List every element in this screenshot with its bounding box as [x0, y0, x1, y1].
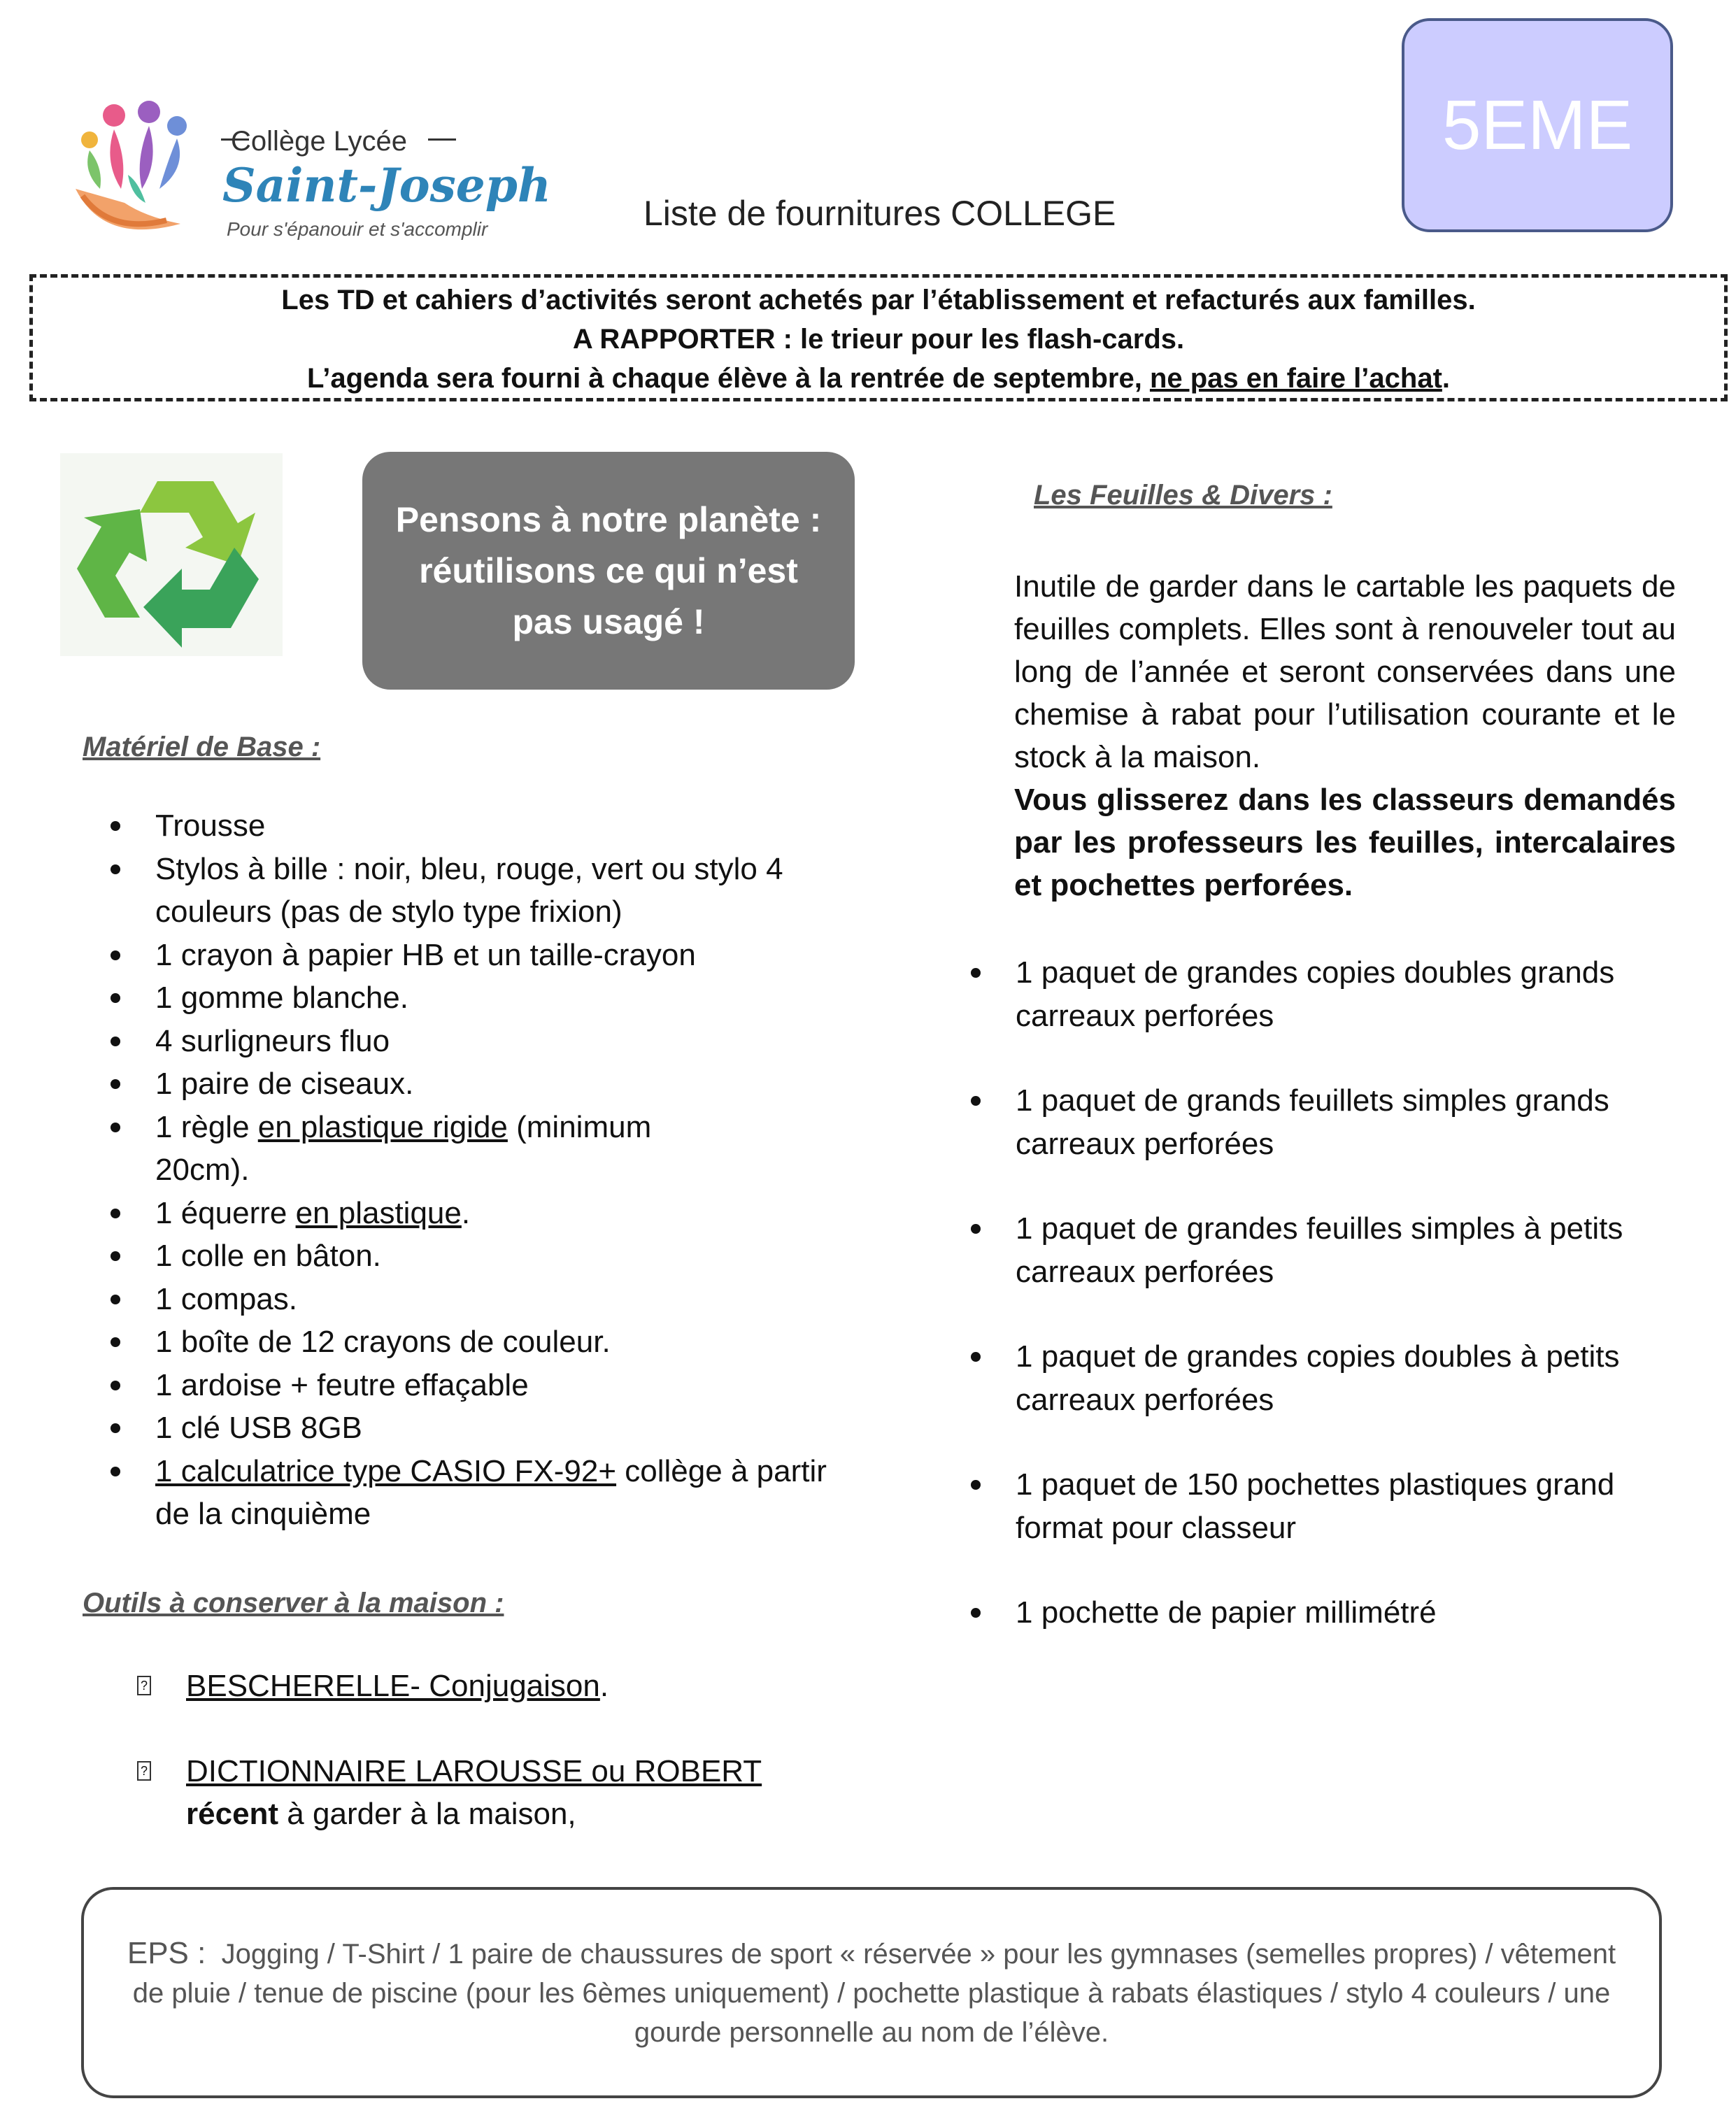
logo-school-line: Collège Lycée [231, 126, 408, 157]
bullet-icon [111, 1423, 120, 1433]
eps-label: EPS : [127, 1935, 206, 1970]
tool-item-dictionary: ? DICTIONNAIRE LAROUSSE ou ROBERT récent à garder à la maison, [186, 1750, 762, 1835]
notice-box [29, 274, 1728, 401]
bullet-icon [111, 950, 120, 960]
tool-item-bescherelle: ? BESCHERELLE- Conjugaison. [186, 1665, 609, 1707]
bullet-icon [971, 968, 981, 978]
list-item: 1 pochette de papier millimétré [1016, 1591, 1645, 1635]
list-item: 1 paquet de grandes copies doubles à petits carreaux perforées [1016, 1335, 1645, 1421]
placeholder-box-icon: ? [137, 1676, 151, 1695]
bullet-icon [971, 1608, 981, 1618]
list-item: 1 ardoise + feutre effaçable [155, 1364, 869, 1407]
level-badge: 5EME [1402, 18, 1673, 232]
bullet-icon [111, 1381, 120, 1390]
logo-tagline: Pour s'épanouir et s'accomplir [227, 218, 488, 240]
base-supply-list [155, 804, 869, 1536]
school-logo [62, 49, 551, 259]
bullet-icon [111, 1079, 120, 1089]
bullet-icon [971, 1096, 981, 1106]
list-item: Trousse [155, 804, 869, 848]
feuilles-intro: Inutile de garder dans le cartable les paquets de feuilles complets. Elles sont à renouveler tout au long de l’année et seront conservées dans une chemise à rabat pour l’utilisation courante et le stock à la maison. Vous glisserez dans les classeurs demandés par les professeurs les feuilles, intercalaires et pochettes perforées. [1014, 569, 1676, 902]
notice-line-2: A RAPPORTER : le trieur pour les flash-cards. [572, 324, 1185, 355]
list-item: 1 compas. [155, 1278, 869, 1321]
bullet-icon [111, 1209, 120, 1218]
list-item: 1 paquet de grands feuillets simples grands carreaux perforées [1016, 1079, 1645, 1165]
bullet-icon [111, 993, 120, 1003]
bullet-icon [111, 1295, 120, 1304]
feuilles-supply-list [1016, 951, 1645, 1676]
bullet-icon [111, 1123, 120, 1132]
list-item: Stylos à bille : noir, bleu, rouge, vert ou stylo 4 couleurs (pas de stylo type frixion) [155, 848, 869, 934]
list-item: 1 gomme blanche. [155, 976, 869, 1020]
list-item: 1 paire de ciseaux. [155, 1062, 869, 1106]
list-item: 1 paquet de grandes feuilles simples à petits carreaux perforées [1016, 1207, 1645, 1293]
recycle-image [60, 453, 283, 656]
eps-box [81, 1887, 1662, 2098]
reminder-box: Pensons à notre planète : réutilisons ce qui n’est pas usagé ! [362, 452, 855, 690]
list-item: 4 surligneurs fluo [155, 1020, 869, 1063]
list-item: 1 paquet de 150 pochettes plastiques grand format pour classeur [1016, 1463, 1645, 1549]
list-item: 1 boîte de 12 crayons de couleur. [155, 1320, 869, 1364]
logo-school-name: Saint-Joseph [222, 158, 551, 213]
placeholder-box-icon: ? [137, 1761, 151, 1781]
list-item: 1 règle en plastique rigide (minimum 20cm). [155, 1106, 715, 1192]
section-title-feuilles: Les Feuilles & Divers : [1034, 480, 1332, 511]
bullet-icon [971, 1352, 981, 1362]
bullet-icon [111, 821, 120, 831]
bullet-icon [111, 864, 120, 874]
list-item: 1 calculatrice type CASIO FX-92+ collège à partir de la cinquième [155, 1450, 869, 1536]
eps-text: Jogging / T-Shirt / 1 paire de chaussures de sport « réservée » pour les gymnases (semelles propres) / vêtement de pluie / tenue de piscine (pour les 6èmes uniquement) / pochette plastique à rabats élastiques / stylo 4 couleurs / une gourde personnelle au nom de l’élève. [132, 1938, 1616, 2048]
bullet-icon [111, 1037, 120, 1046]
list-item: 1 colle en bâton. [155, 1234, 869, 1278]
list-item: 1 clé USB 8GB [155, 1407, 869, 1450]
bullet-icon [971, 1224, 981, 1234]
bullet-icon [111, 1251, 120, 1261]
bullet-icon [971, 1480, 981, 1490]
logo-figures-icon [62, 84, 215, 252]
list-item: 1 paquet de grandes copies doubles grands carreaux perforées [1016, 951, 1645, 1037]
notice-line-3: L’agenda sera fourni à chaque élève à la rentrée de septembre, ne pas en faire l’achat. [306, 363, 1451, 394]
section-title-base: Matériel de Base : [83, 732, 321, 762]
page-title: Liste de fournitures COLLEGE [643, 194, 1116, 233]
bullet-icon [111, 1337, 120, 1347]
section-title-tools: Outils à conserver à la maison : [83, 1588, 504, 1618]
list-item: 1 équerre en plastique. [155, 1192, 869, 1235]
notice-line-1: Les TD et cahiers d’activités seront achetés par l’établissement et refacturés aux familles. [281, 285, 1476, 315]
list-item: 1 crayon à papier HB et un taille-crayon [155, 934, 869, 977]
recycle-icon [60, 453, 283, 656]
bullet-icon [111, 1467, 120, 1476]
